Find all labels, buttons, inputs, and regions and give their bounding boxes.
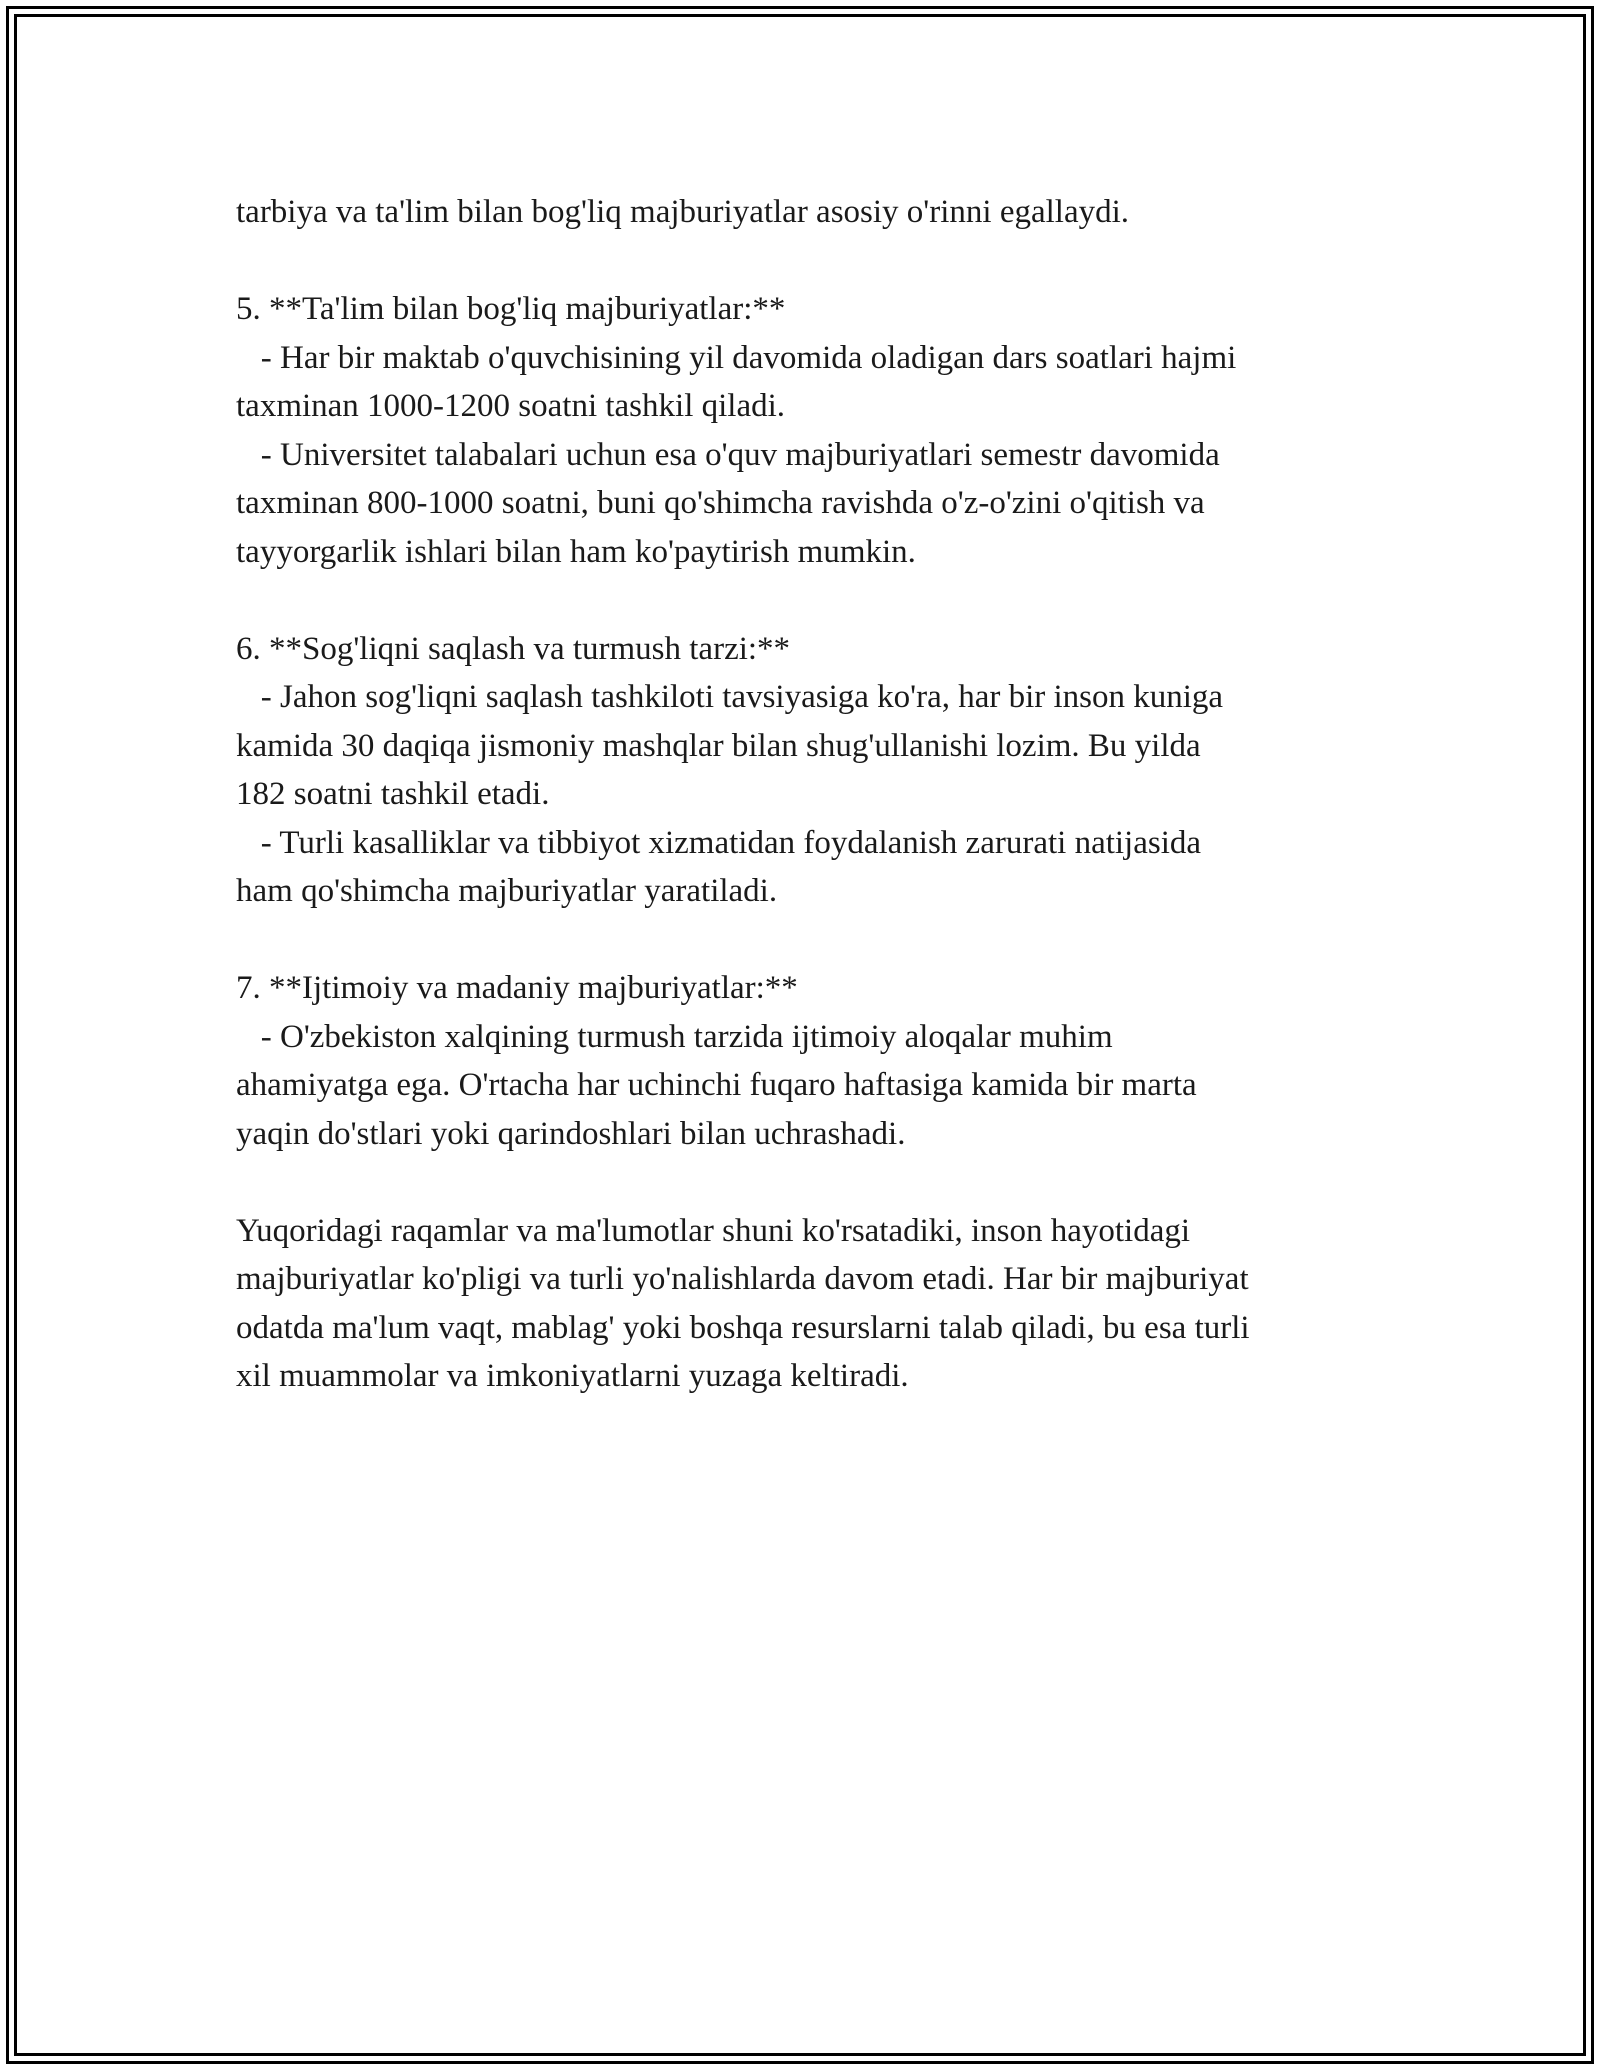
paragraph-gap <box>236 1158 1376 1207</box>
text-line: tarbiya va ta'lim bilan bog'liq majburiyatlar asosiy o'rinni egallaydi. <box>236 194 1130 230</box>
paragraph-gap <box>236 576 1376 625</box>
text-line: kamida 30 daqiqa jismoniy mashqlar bilan shug'ullanishi lozim. Bu yilda <box>236 727 1201 764</box>
text-line: majburiyatlar ko'pligi va turli yo'nalishlarda davom etadi. Har bir majburiyat <box>236 1261 1249 1297</box>
section-heading: 7. **Ijtimoiy va madaniy majburiyatlar:** <box>236 970 798 1006</box>
section-heading: 6. **Sog'liqni saqlash va turmush tarzi:** <box>236 630 791 667</box>
text-line: taxminan 1000-1200 soatni tashkil qiladi. <box>236 388 786 424</box>
text-line: yaqin do'stlari yoki qarindoshlari bilan uchrashadi. <box>236 1115 906 1152</box>
text-line: - Jahon sog'liqni saqlash tashkiloti tavsiyasiga ko'ra, har bir inson kuniga <box>236 679 1224 715</box>
paragraph-gap <box>236 916 1376 965</box>
text-line: - Turli kasalliklar va tibbiyot xizmatidan foydalanish zarurati natijasida <box>236 824 1202 861</box>
text-line: - Universitet talabalari uchun esa o'quv majburiyatlari semestr davomida <box>236 436 1220 473</box>
text-line: 182 soatni tashkil etadi. <box>236 776 550 812</box>
text-line: xil muammolar va imkoniyatlarni yuzaga keltiradi. <box>236 1358 909 1394</box>
paragraph-gap <box>236 237 1376 286</box>
text-line: tayyorgarlik ishlari bilan ham ko'paytirish mumkin. <box>236 533 916 570</box>
text-line: ham qo'shimcha majburiyatlar yaratiladi. <box>236 873 778 909</box>
section-heading: 5. **Ta'lim bilan bog'liq majburiyatlar:** <box>236 291 786 327</box>
text-line: - Har bir maktab o'quvchisining yil davomida oladigan dars soatlari hajmi <box>236 339 1237 376</box>
text-line: odatda ma'lum vaqt, mablag' yoki boshqa resurslarni talab qiladi, bu esa turli <box>236 1309 1250 1346</box>
text-line: ahamiyatga ega. O'rtacha har uchinchi fuqaro haftasiga kamida bir marta <box>236 1067 1197 1103</box>
text-line: - O'zbekiston xalqining turmush tarzida ijtimoiy aloqalar muhim <box>236 1018 1113 1055</box>
text-line: Yuqoridagi raqamlar va ma'lumotlar shuni ko'rsatadiki, inson hayotidagi <box>236 1212 1191 1249</box>
document-body <box>236 188 1376 1401</box>
text-line: taxminan 800-1000 soatni, buni qo'shimcha ravishda o'z-o'zini o'qitish va <box>236 485 1205 521</box>
